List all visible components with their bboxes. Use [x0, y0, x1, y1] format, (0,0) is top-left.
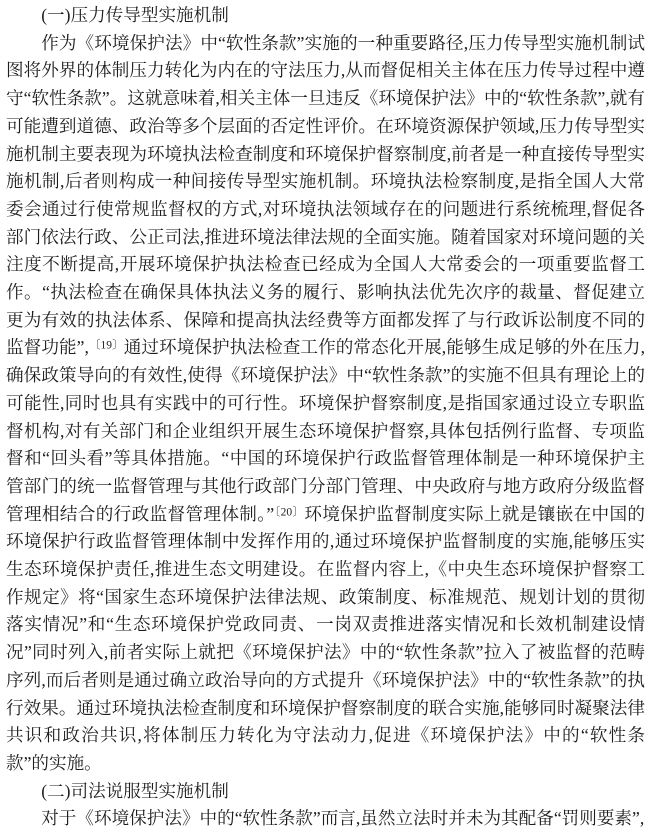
paragraph-text-segment: 通过环境保护执法检查工作的常态化开展,能够生成足够的外在压力,确保政策导向的有效性,使得《环境保护法》中“软性条款”的实施不但具有理论上的可能性,同时也具有实践中的可行性。环境保护督察制度,是指国家通过设立专职监督机构,对有关部门和企业组织开展生态环境保护督察,具体包括例行监督、专项监督和“回头看”等具体措施。“中国的环境保护行政监督管理体制是一种环境保护主管部门的统一监督管理与其他行政部门分部门管理、中央政府与地方政府分级监督管理相结合的行政监督管理体制。” — [6, 337, 645, 524]
section-heading-judicial-mechanism: (二)司法说服型实施机制 — [41, 780, 229, 801]
paragraph-text-segment: 作为《环境保护法》中“软性条款”实施的一种重要路径,压力传导型实施机制试图将外界的体制压力转化为内在的守法压力,从而督促相关主体在压力传导过程中遵守“软性条款”。这就意味着,相关主体一旦违反《环境保护法》中的“软性条款”,就有可能遭到道德、政治等多个层面的否定性评价。在环境资源保护领域,压力传导型实施机制主要表现为环境执法检查制度和环境保护督察制度,前者是一种直接传导型实施机制,后者则构成一种间接传导型实施机制。环境执法检察制度,是指全国人大常委会通过行使常规监督权的方式,对环境执法领域存在的问题进行系统梳理,督促各部门依法行政、公正司法,推进环境法律法规的全面实施。随着国家对环境问题的关注度不断提高,开展环境保护执法检查已经成为全国人大常委会的一项重要监督工作。“执法检查在确保具体执法义务的履行、影响执法优先次序的裁量、督促建立更为有效的执法体系、保障和提高执法经费等方面都发挥了与行政诉讼制度不同的监督功能”, — [6, 32, 645, 358]
paragraph-text-segment: 环境保护监督制度实际上就是镶嵌在中国的环境保护行政监督管理体制中发挥作用的,通过环境保护监督制度的实施,能够压实生态环境保护责任,推进生态文明建设。在监督内容上,《中央生态环境保护督察工作规定》将“国家生态环境保护法律法规、政策制度、标准规范、规划计划的贯彻落实情况”和“生态环境保护党政同责、一岗双责推进落实情况和长效机制建设情况”同时列入,前者实际上就把《环境保护法》中的“软性条款”拉入了被监督的范畴序列,而后者则是通过确立政治导向的方式提升《环境保护法》中的“软性条款”的执行效果。通过环境执法检查制度和环境保护督察制度的联合实施,能够同时凝聚法律共识和政治共识,将体制压力转化为守法动力,促进《环境保护法》中的“软性条款”的实施。 — [6, 503, 645, 773]
paragraph-judicial-persuasion: 对于《环境保护法》中的“软性条款”而言,虽然立法时并未为其配备“罚则要素”, — [41, 808, 645, 829]
footnote-ref-20: 〔20〕 — [274, 506, 305, 519]
paragraph-pressure-transmission — [6, 30, 645, 778]
section-heading-pressure-mechanism: (一)压力传导型实施机制 — [41, 5, 229, 25]
footnote-ref-19: 〔19〕 — [88, 340, 124, 353]
